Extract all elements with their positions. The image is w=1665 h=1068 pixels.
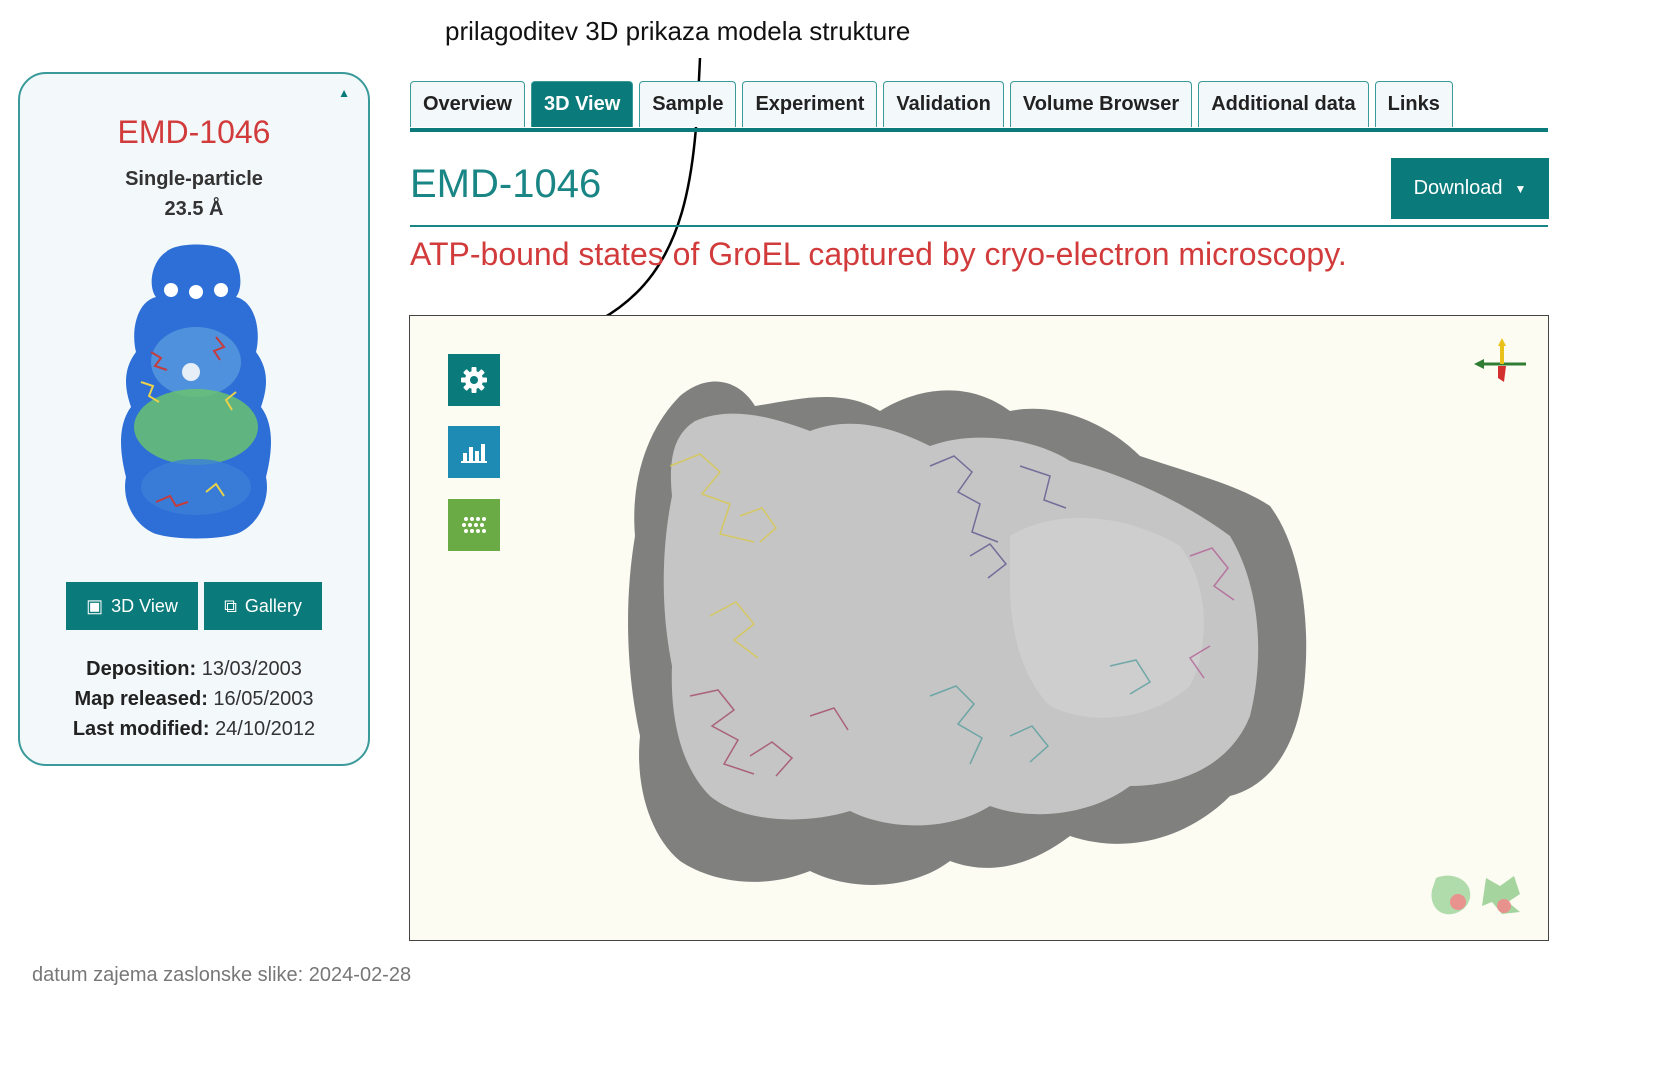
- map-released-date-row: [20, 684, 368, 714]
- title-divider: [410, 225, 1548, 227]
- bar-chart-icon: [459, 439, 489, 465]
- deposition-label: Deposition:: [86, 658, 197, 680]
- images-icon: ⧉: [224, 595, 237, 616]
- last-modified-date-row: [20, 714, 368, 744]
- tab-underline: [410, 128, 1548, 132]
- tab-links[interactable]: Links: [1375, 81, 1453, 127]
- viewer-brand-logos: [1428, 872, 1528, 922]
- 3d-viewer-canvas[interactable]: [409, 315, 1549, 941]
- tab-bar: [410, 81, 1453, 129]
- map-thumbnail[interactable]: [96, 242, 296, 542]
- card-gallery-label: Gallery: [244, 595, 302, 616]
- gear-icon: [459, 365, 489, 395]
- page-title: EMD-1046: [410, 162, 602, 206]
- card-method: Single-particle: [125, 168, 263, 190]
- card-dates: [20, 654, 368, 744]
- tab-3d-view[interactable]: 3D View: [531, 81, 633, 127]
- annotation-label: prilagoditev 3D prikaza modela strukture: [445, 16, 911, 46]
- card-resolution: 23.5 Å: [164, 198, 224, 220]
- tab-additional-data[interactable]: Additional data: [1198, 81, 1368, 127]
- grid-icon: [459, 513, 489, 537]
- map-released-value: 16/05/2003: [213, 688, 314, 710]
- viewer-histogram-button[interactable]: [448, 426, 500, 478]
- card-entry-id: EMD-1046: [117, 114, 271, 150]
- deposition-value: 13/03/2003: [201, 658, 302, 680]
- map-released-label: Map released:: [74, 688, 208, 710]
- download-button[interactable]: [1391, 158, 1549, 219]
- screenshot-caption: datum zajema zaslonske slike: 2024-02-28: [32, 964, 412, 986]
- tab-volume-browser[interactable]: Volume Browser: [1010, 81, 1192, 127]
- card-gallery-button[interactable]: [204, 582, 322, 630]
- last-modified-label: Last modified:: [72, 718, 210, 740]
- tab-experiment[interactable]: Experiment: [742, 81, 877, 127]
- cube-icon: ▣: [86, 595, 104, 616]
- card-3d-view-label: 3D View: [111, 595, 178, 616]
- entry-description: ATP-bound states of GroEL captured by cryo-electron microscopy.: [410, 236, 1347, 272]
- volume-model-render[interactable]: [410, 316, 1549, 941]
- card-3d-view-button[interactable]: [66, 582, 198, 630]
- collapse-caret-icon[interactable]: ▲: [338, 86, 350, 100]
- last-modified-value: 24/10/2012: [215, 718, 316, 740]
- entry-summary-card: [18, 72, 370, 766]
- deposition-date-row: [20, 654, 368, 684]
- orientation-axes-icon: [1470, 336, 1530, 386]
- tab-sample[interactable]: Sample: [639, 81, 736, 127]
- tab-overview[interactable]: Overview: [410, 81, 525, 127]
- viewer-grid-button[interactable]: [448, 499, 500, 551]
- download-label: Download: [1413, 177, 1503, 199]
- viewer-settings-button[interactable]: [448, 354, 500, 406]
- caret-down-icon: ▼: [1514, 181, 1527, 196]
- tab-validation[interactable]: Validation: [883, 81, 1003, 127]
